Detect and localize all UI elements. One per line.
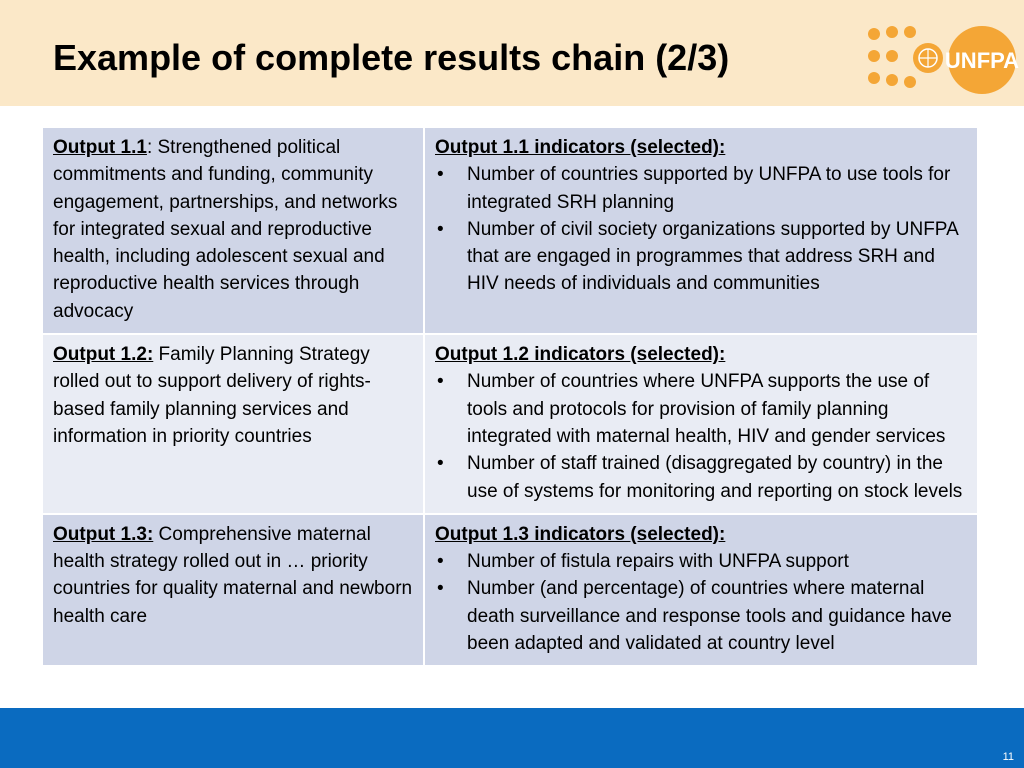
svg-text:UNFPA: UNFPA [944,48,1020,73]
slide-header [0,0,1024,106]
indicators-heading: Output 1.2 indicators (selected): [435,344,726,366]
results-chain-table [41,126,979,667]
indicator-item: • Number of civil society organizations supported by UNFPA that are engaged in programmes that address SRH and HIV needs of individuals and communities [467,216,967,298]
output-cell [42,514,424,666]
output-label: Output 1.2: [53,344,154,366]
output-cell [42,334,424,514]
indicator-item: • Number of fistula repairs with UNFPA support [467,548,967,575]
indicators-cell [424,334,978,514]
output-label: Output 1.1 [53,137,147,158]
un-emblem-icon [913,43,943,73]
slide-title: Example of complete results chain (2/3) [53,37,730,78]
indicator-item: • Number (and percentage) of countries where maternal death surveillance and response tools and guidance have been adapted and validated at country level [467,575,967,657]
output-label: Output 1.3: [53,523,154,545]
output-text: Comprehensive maternal health strategy rolled out in … priority countries for quality maternal and newborn health care [53,523,413,627]
table-row [42,514,978,666]
indicator-list [435,548,967,657]
page-number: 11 [1002,751,1014,763]
indicators-cell [424,514,978,666]
dots-pattern-icon [868,26,916,88]
output-text: Family Planning Strategy rolled out to support delivery of rights-based family planning services and information in priority countries [53,344,371,447]
indicators-cell [424,127,978,334]
indicator-item: • Number of staff trained (disaggregated by country) in the use of systems for monitoring and reporting on stock levels [467,450,967,505]
output-cell [42,127,424,334]
indicator-item: • Number of countries where UNFPA supports the use of tools and protocols for provision of family planning integrated with maternal health, HIV and gender services [467,368,967,450]
table-row [42,127,978,334]
indicators-heading: Output 1.1 indicators (selected): [435,137,726,158]
indicator-list [435,368,967,504]
indicator-item: • Number of countries supported by UNFPA to use tools for integrated SRH planning [467,161,967,216]
footer-band [0,708,1024,768]
indicator-list [435,161,967,297]
indicators-heading: Output 1.3 indicators (selected): [435,523,726,545]
unfpa-logo [864,22,1024,96]
output-text: : Strengthened political commitments and funding, community engagement, partnerships, and networks for integrated sexual and reproductive health, including adolescent sexual and reproductive health services through advocacy [53,137,398,322]
table-row [42,334,978,514]
